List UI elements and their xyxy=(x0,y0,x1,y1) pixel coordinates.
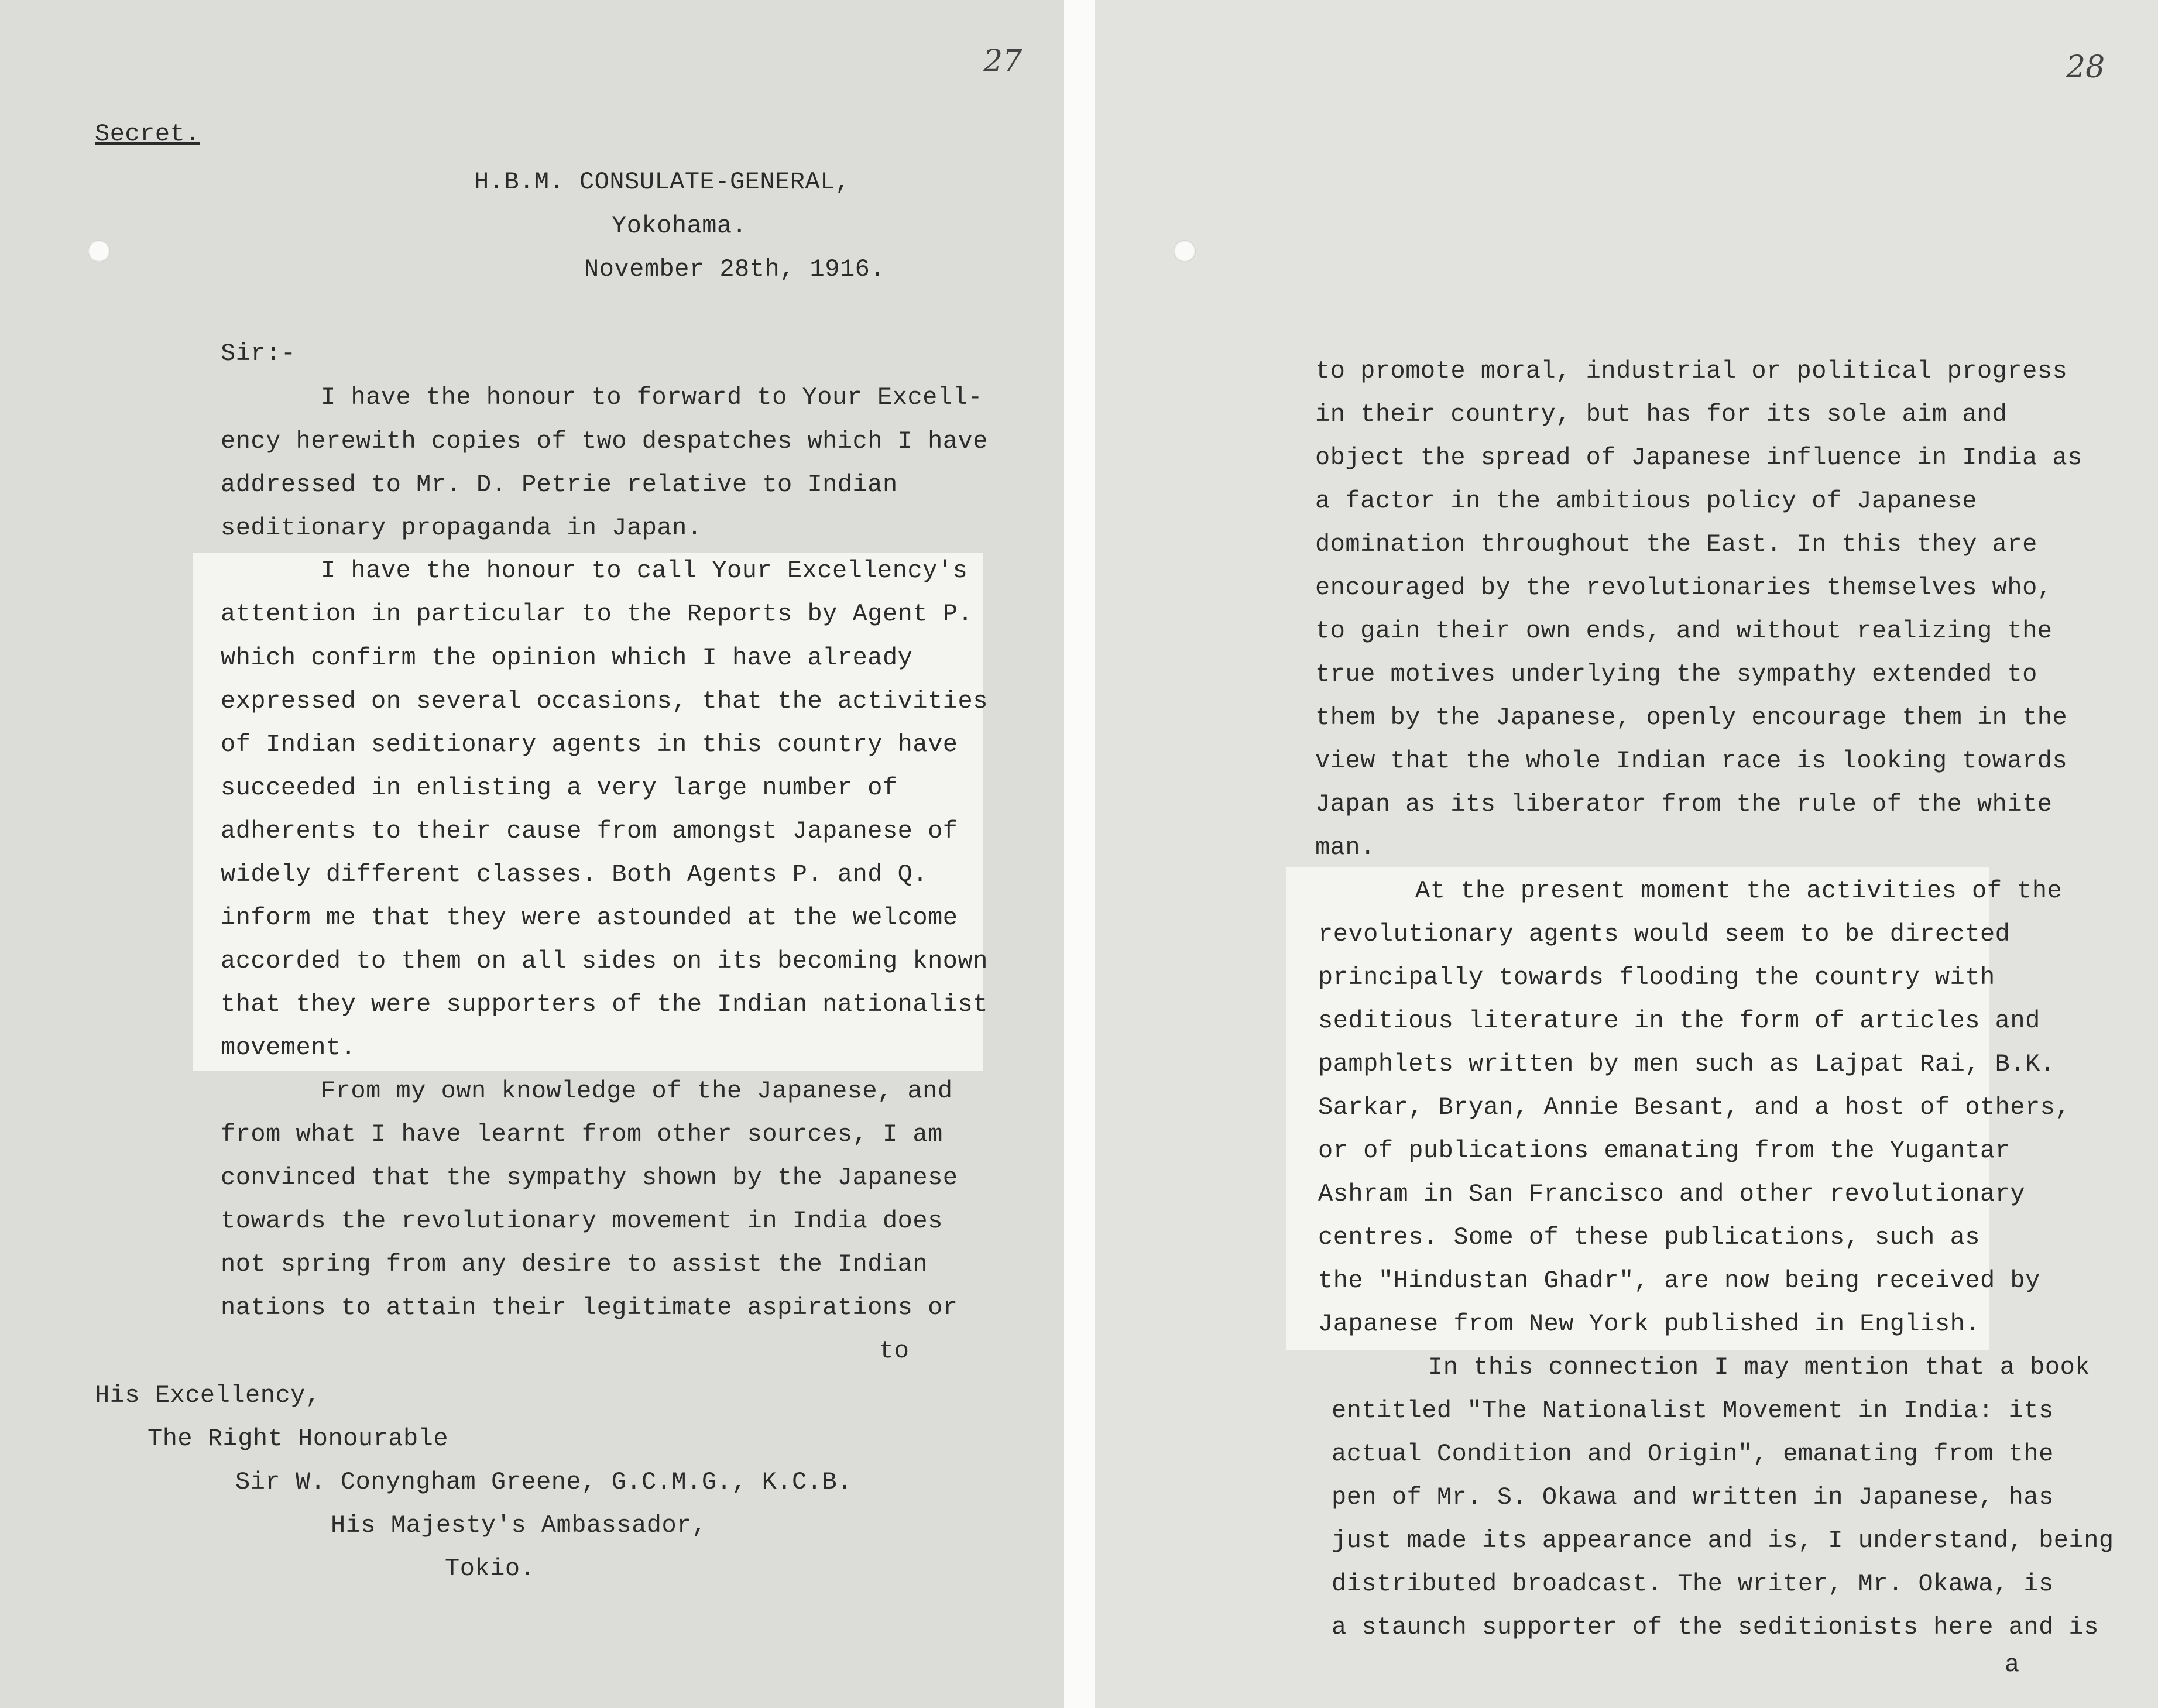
body-line: seditious literature in the form of articles and xyxy=(1318,1007,2040,1035)
body-line: pen of Mr. S. Okawa and written in Japanese, has xyxy=(1332,1483,2054,1511)
body-line: in their country, but has for its sole aim and xyxy=(1315,400,2008,428)
classification-mark: Secret. xyxy=(95,120,200,148)
header-date: November 28th, 1916. xyxy=(584,255,886,283)
body-line: a staunch supporter of the seditionists here and is xyxy=(1332,1613,2099,1641)
body-line: nations to attain their legitimate aspirations or xyxy=(221,1294,958,1322)
body-line: domination throughout the East. In this they are xyxy=(1315,530,2037,558)
body-line: actual Condition and Origin", emanating from the xyxy=(1332,1440,2054,1468)
punch-hole xyxy=(1174,240,1196,262)
body-line: In this connection I may mention that a book xyxy=(1428,1353,2090,1381)
body-line: Japanese from New York published in English. xyxy=(1318,1310,1980,1338)
body-line: just made its appearance and is, I understand, being xyxy=(1332,1527,2114,1555)
body-line: Ashram in San Francisco and other revolutionary xyxy=(1318,1180,2026,1208)
catchword: to xyxy=(879,1337,910,1365)
body-line: ency herewith copies of two despatches which I have xyxy=(221,427,988,455)
body-line: movement. xyxy=(221,1034,356,1062)
page-number: 28 xyxy=(2066,50,2105,85)
body-line: revolutionary agents would seem to be directed xyxy=(1318,920,2011,948)
body-line: Sarkar, Bryan, Annie Besant, and a host of others, xyxy=(1318,1093,2071,1121)
left-page xyxy=(0,0,1064,1708)
header-office: H.B.M. CONSULATE-GENERAL, xyxy=(474,168,850,196)
body-line: principally towards flooding the country with xyxy=(1318,963,1995,992)
body-line: From my own knowledge of the Japanese, and xyxy=(321,1077,953,1105)
body-line: object the spread of Japanese influence in India as xyxy=(1315,444,2082,472)
body-line: inform me that they were astounded at the welcome xyxy=(221,904,958,932)
body-line: adherents to their cause from amongst Japanese of xyxy=(221,817,958,845)
body-line: that they were supporters of the Indian nationalist xyxy=(221,990,988,1018)
body-line: encouraged by the revolutionaries themselves who, xyxy=(1315,574,2053,602)
body-line: widely different classes. Both Agents P. and Q. xyxy=(221,860,928,889)
body-line: expressed on several occasions, that the activities xyxy=(221,687,988,715)
right-page xyxy=(1095,0,2158,1708)
body-line: true motives underlying the sympathy extended to xyxy=(1315,660,2037,688)
body-line: not spring from any desire to assist the Indian xyxy=(221,1250,928,1278)
addressee-line: Tokio. xyxy=(445,1555,536,1583)
catchword: a xyxy=(2005,1651,2020,1679)
body-line: to gain their own ends, and without realizing the xyxy=(1315,617,2053,645)
body-line: man. xyxy=(1315,834,1375,862)
body-line: distributed broadcast. The writer, Mr. Okawa, is xyxy=(1332,1570,2054,1598)
body-line: attention in particular to the Reports by Agent P. xyxy=(221,600,973,628)
body-line: accorded to them on all sides on its becoming known xyxy=(221,947,988,975)
salutation: Sir:- xyxy=(221,339,296,368)
body-line: or of publications emanating from the Yugantar xyxy=(1318,1137,2011,1165)
body-line: of Indian seditionary agents in this country have xyxy=(221,730,958,759)
body-line: view that the whole Indian race is looking towards xyxy=(1315,747,2068,775)
body-line: the "Hindustan Ghadr", are now being received by xyxy=(1318,1267,2040,1295)
body-line: a factor in the ambitious policy of Japanese xyxy=(1315,487,1977,515)
body-line: I have the honour to forward to Your Excell- xyxy=(321,383,983,411)
body-line: from what I have learnt from other sources, I am xyxy=(221,1120,943,1148)
body-line: convinced that the sympathy shown by the Japanese xyxy=(221,1164,958,1192)
body-line: which confirm the opinion which I have already xyxy=(221,644,913,672)
body-line: entitled "The Nationalist Movement in India: its xyxy=(1332,1397,2054,1425)
page-number: 27 xyxy=(983,44,1023,79)
addressee-line: His Excellency, xyxy=(95,1381,321,1409)
body-line: I have the honour to call Your Excellency's xyxy=(321,557,968,585)
addressee-line: The Right Honourable xyxy=(147,1425,449,1453)
body-line: At the present moment the activities of the xyxy=(1415,877,2063,905)
body-line: seditionary propaganda in Japan. xyxy=(221,514,702,542)
punch-hole xyxy=(88,240,110,262)
page-gutter xyxy=(1064,0,1095,1708)
header-city: Yokohama. xyxy=(612,212,747,240)
body-line: centres. Some of these publications, such as xyxy=(1318,1223,1980,1251)
body-line: succeeded in enlisting a very large number of xyxy=(221,774,898,802)
addressee-line: His Majesty's Ambassador, xyxy=(331,1511,707,1539)
body-line: towards the revolutionary movement in India does xyxy=(221,1207,943,1235)
addressee-line: Sir W. Conyngham Greene, G.C.M.G., K.C.B. xyxy=(235,1468,852,1496)
body-line: them by the Japanese, openly encourage them in the xyxy=(1315,704,2068,732)
body-line: to promote moral, industrial or political progress xyxy=(1315,357,2068,385)
body-line: pamphlets written by men such as Lajpat Rai, B.K. xyxy=(1318,1050,2056,1078)
body-line: addressed to Mr. D. Petrie relative to Indian xyxy=(221,471,898,499)
body-line: Japan as its liberator from the rule of the white xyxy=(1315,790,2053,818)
